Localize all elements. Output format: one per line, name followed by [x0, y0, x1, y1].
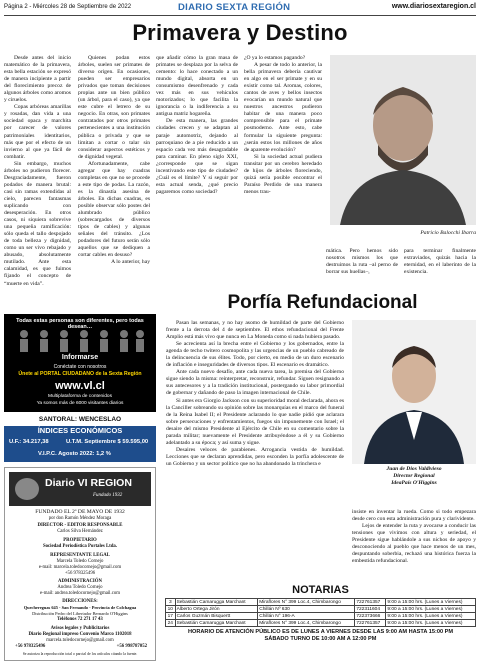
santoral: SANTORAL: WENCESLAO [38, 416, 122, 423]
notarias-title: NOTARIAS [292, 584, 349, 596]
paragraph: que añadir cómo la gran masa de primates se desplaza por la selva de cemento: lo hace conectado a un mundo digital, absorta en un consumismo desenfrenado y cada vez más en sus vehículos motorizados; lo que facilita la ignorancia o la indiferencia a su antigua matriz hogareña. [156, 55, 238, 118]
masthead-director: Carlos Silva Hernández [57, 529, 103, 534]
masthead-notices: Diario Regional impreso Convenio Marco 1102018 [28, 632, 132, 637]
masthead-phone: Teléfonos 72 271 17 43 [57, 617, 103, 622]
paragraph: Desaires veloces de parabienes. Arrogancia vestida de humildad. Lecciones que se declaran aprendidas, pero esconden la porfía adolescente de un Gobierno y un sector político que no ha abandonado la trinchera e [166, 446, 344, 467]
masthead-director-role: DIRECTOR - EDITOR RESPONSABLE [37, 523, 123, 528]
masthead-admin: Andrea Toledo Cornejo [57, 585, 103, 590]
masthead-sub: Fundado 1932 [93, 493, 123, 498]
table-cell: Carlos Guzmán Bisquertt [175, 613, 258, 620]
paragraph: Pasan las semanas, y no hay asomo de humildad de parte del Gobierno frente a la derrota del 4 de septiembre. El ethos refundacional del Frente Amplio está más vivo que nunca en La Moneda como si nada hubiera pasado. [166, 320, 344, 341]
masthead-logo [9, 472, 151, 506]
author-name: Juan de Dios Valdivieso [386, 466, 442, 472]
masthead-address-1: Quechereguas 645 - San Fernando - Provincia de Colchagua [23, 605, 137, 610]
masthead-rep-phone: +56 978325496 [64, 571, 96, 576]
masthead-box [4, 467, 156, 661]
masthead-dir-role: DIRECCIONES: [62, 599, 98, 604]
author-photo-balocchi [330, 55, 476, 225]
paragraph: mática. Pero hemos sido nosotros mismos los que destruimos la ruta –al perno de borrar sus huellas–, [326, 248, 398, 276]
paragraph: Si la sociedad actual pudiera transitar por un cerebro heredado de hijos de árboles floreciendo, quizá sería posible encontrar el Paraíso Perdido de una manera menos trau- [244, 153, 322, 195]
paragraph: ¿O ya lo estamos pagando? [244, 55, 306, 61]
author-photo-valdivieso [352, 320, 476, 464]
ad-line-1: Todas estas personas son diferentes, pero todas desean… [16, 318, 144, 330]
website-url[interactable]: www.diariosextaregion.cl [391, 3, 476, 10]
table-cell: 9:00 a 15:00 hrs. (Lunes a Viernes) [386, 599, 476, 606]
table-row [166, 599, 476, 606]
notarias-footer-2: SÁBADO TURNO DE 10:00 AM A 12:00 PM [264, 636, 377, 642]
masthead-disclaimer: Se autoriza la reproducción total o parcial de los artículos citando la fuente. [22, 652, 138, 656]
indicators-title: ÍNDICES ECONÓMICOS [4, 426, 156, 436]
masthead-notices-title: Avisos legales y Publicitarios [50, 626, 110, 631]
article2-title: Porfía Refundacional [227, 292, 418, 313]
ad-tagline: Multiplataforma de contenidos [48, 394, 112, 399]
table-row [166, 620, 476, 627]
indicator-ipc: V.I.P.C. Agosto 2022: 1,2 % [38, 451, 111, 457]
logo-emblem-icon [15, 478, 39, 500]
article1-column-1 [4, 55, 71, 288]
table-cell: 24 [166, 620, 176, 627]
author-signature [352, 466, 476, 487]
indicator-utm: U.T.M. Septiembre $ 59.595,00 [66, 439, 149, 445]
notarias-table [165, 598, 476, 627]
paragraph: Afortunadamente, cabe agregar que hay cuadras completas en que no se procede a este tipo de podas. La razón, es la dinastía asesina de árboles. En dichas cuadras, es posible observar sólo postes del alumbrado público (sobrecargados de diversos tipos de cables) y algunas señales del tránsito. ¿Los podadores del futuro serán sólo aquellos que se dediquen a cortar cables en desuso? [78, 160, 150, 259]
table-cell: Chillán N° 196-A [258, 613, 355, 620]
article1-title: Primavera y Destino [132, 20, 348, 45]
article1-column-2 [78, 55, 150, 266]
paragraph: Lejos de entender la ruta y avocarse a conducir las tensiones que vivimos con altura y seriedad, el Presidente sigue hablándole a sus nichos de apoyo y desconociendo al pueblo que hace menos de un mes, despuntando soberbia, rechazó una histórica fuerza la embestida refundacional. [352, 523, 476, 565]
notarias-section [165, 584, 476, 643]
paragraph: De esta manera, las grandes ciudades crecen y se adaptan al paraje automotriz, dejando al parroquiano de a pie reducido a un espacio cada vez más desagradable para caminar. En pleno siglo XXI, ¿corresponde que se sigan incentivando este tipo de ciudades? ¿Cuál es el límite? Y si seguir por esta actual senda, ¿qué precio pagaremos como sociedad? [156, 118, 238, 195]
paragraph: Se acrecienta así la brecha entre el Gobierno y los gobernados, entre la agenda de techo twitero cosmopolita y las urgencias de un pueblo cabreado de la delincuencia de sus élites. Todo, por cierto, en medio de un duro escenario de inflación e inseguridades de diversos tipos. El escenario es dramático. [166, 341, 344, 369]
ad-stats: Ya somos más de 6000 visitantes diarios [36, 401, 124, 406]
article1-column-4-cont [326, 248, 398, 276]
paragraph: Desde antes del inicio matemático de la primavera, esta bella estación se expresó de manera incipiente a partir del florecimiento precoz de algunos árboles como aromos y ciruelos. [4, 55, 71, 104]
paragraph: para terminar finalmente extraviados, quizás hacia la eternidad, en el laberinto de la existencia. [404, 248, 476, 276]
masthead-admin-email[interactable]: e-mail: andrea.toledocornejo@gmail.com [40, 591, 120, 596]
article1-column-4 [244, 55, 322, 196]
table-cell: 9:00 a 15:00 hrs. (Lunes a Viernes) [386, 620, 476, 627]
paragraph: A lo anterior, hay [111, 259, 150, 266]
table-cell: Sebastián Camarugga Marchant [175, 599, 258, 606]
table-cell: Miraflores N° 399 Loc.4, Chimbarongo [258, 620, 355, 627]
table-cell: 10 [166, 606, 176, 613]
table-cell: 722373666 [355, 613, 386, 620]
page-info: Página 2 - Miércoles 28 de Septiembre de 2022 [4, 4, 132, 10]
masthead-notices-email[interactable]: marcela.toledocornejo@gmail.com [46, 638, 114, 643]
page-header [0, 0, 480, 18]
indicator-uf: U.F.: 34.217,38 [9, 439, 49, 445]
table-cell: Chillán Nº 630 [258, 606, 355, 613]
table-cell: 17 [166, 613, 176, 620]
article1-column-3 [156, 55, 238, 196]
paragraph: insiste en inventar la rueda. Como si todo empezara desde cero con esta administración pura y clarividente. [352, 509, 476, 523]
author-role: Director Regional [393, 473, 435, 479]
masthead-address-2: Distribución Pedro del Libertador Bernardo O'Higgins [32, 611, 128, 616]
author-org: IdeaPaís O'Higgins [391, 480, 437, 486]
notarias-footer-1: HORARIO DE ATENCIÓN PÚBLICO ES DE LUNES A VIERNES DESDE LAS 9:00 AM HASTA 15:00 PM [187, 629, 454, 635]
table-cell: 722761357 [355, 599, 386, 606]
header-rule [4, 15, 476, 16]
masthead-founded: FUNDADO EL 2º DE MAYO DE 1932 [35, 509, 125, 515]
paragraph: Copas arbóreas amarillas y rosadas, dan vida a una sociedad opaca y marchita por carecer de valores patrimoniales identitarios, más que por el efecto de un invierno al que ya fácil de combatir. [4, 104, 71, 160]
portal-advertisement[interactable] [4, 314, 156, 412]
masthead-rep-email[interactable]: e-mail: marcela.toledocornejo@gmail.com [38, 565, 122, 570]
masthead-owner-role: PROPIETARIO [63, 538, 97, 543]
indicators-box [4, 436, 156, 462]
photo-caption: Patricio Balocchi Ibarra [420, 230, 476, 236]
ad-cta-1: Conéctate con nosotros [53, 364, 107, 370]
table-cell: 9:00 a 15:00 hrs. (Lunes a Viernes) [386, 613, 476, 620]
masthead-rep-role: REPRESENTANTE LEGAL [50, 553, 110, 558]
article2-column-1 [166, 320, 344, 468]
table-row [166, 613, 476, 620]
table-cell: Miraflores N° 399 Loc.4, Chimbarongo [258, 599, 355, 606]
newspaper-brand: DIARIO SEXTA REGIÓN [178, 2, 291, 13]
masthead-rep: Marcela Toledo Cornejo [56, 559, 104, 564]
masthead-brand: Diario VI REGION [45, 477, 132, 489]
ad-line-2: Informarse [61, 354, 99, 361]
article1-column-5 [404, 248, 476, 276]
table-row [166, 606, 476, 613]
masthead-phone-1: +56 978325496 [15, 644, 46, 649]
table-cell: 722311604 [355, 606, 386, 613]
ad-people-illustration [12, 328, 148, 352]
masthead-founder: por don Ramón Méndez Moraga [48, 516, 112, 521]
table-cell: Sebastián Camarugga Marchant [175, 620, 258, 627]
table-cell: Alberto Ortega Jirón [175, 606, 258, 613]
masthead-admin-role: ADMINISTRACIÓN [58, 579, 102, 584]
ad-website[interactable]: www.vl.cl [55, 380, 105, 392]
paragraph: Quienes podan estos árboles, suelen ser primates de diverso origen. En ocasiones, pueden ser empresarios privados que toman decisiones propias ante un bien público (un árbol, para el caso), ya que este cubre el letrero de su negocio. En otras, son primates contratados por otros primates pertenecientes a una institución pública o privada y que se limitan a cortar o talar sin considerar aspectos estéticos y de dignidad vegetal. [78, 55, 150, 160]
article2-column-2 [352, 509, 476, 565]
masthead-phone-2: +56 998787052 [116, 644, 147, 649]
paragraph: A pesar de todo lo anterior, la bella primavera debería cautivar en algo en el ser primate y en su existir como tal. Aromas, colores, cantos de aves y bellos insectos evocarían un mundo natural que nuestros ancestros pudieron habitar de una manera poco comprensible para el primate posmoderno. Ante esto, cabe formular la siguiente pregunta: ¿serán estos los millones de años de aparente evolución? [244, 62, 322, 153]
paragraph: Sin embargo, muchos árboles no pudieron florecer. Desgraciadamente, fueron podados de manera brutal: casi sin ramas extendidas al cielo, parecen fantasmas suplicando con desesperación. En otros casos, ni siquiera sobrevive una pequeña ramificación: sólo queda el tallo despojado de toda belleza y dignidad, como un ser vivo rebajado y abusado, absolutamente mutilado. Ante esta calamidad, es que fuimos fijando el concepto de “muerte en vida”. [4, 160, 71, 287]
table-cell: 722761357 [355, 620, 386, 627]
paragraph: Ante cada nuevo desafío, ante cada nueva tarea, la premisa del Gobierno sigue siendo la misma: reinterpretar, reconstruir, refundar. Siguen resignando a sus antecesores y a la tradición institucional, postergando su labor primordial de gobernar y dañando de paso la imagen internacional de Chile. [166, 369, 344, 397]
paragraph: Si antes era Giorgio Jackson con su superioridad moral declarada, ahora es la Canciller sobreando su opinión sobre las monarquías en el marco del funeral de la Reina Isabel II; el Presidente aclarando lo que nadie pidió que aclarara sobre persecuciones y enfrentamientos, fuegos sin impunemente con Israel; el desaire del mismo Presidente al Ejército de Chile en su comentario sobre la parada militar; nuevamente el Presidente atribuyéndose a él y su Gobierno adelantado a su época; y así suma y sigue. [166, 397, 344, 446]
table-cell: 3 [166, 599, 176, 606]
ad-cta-2: Únete al PORTAL CIUDADANO de la Sexta Región [18, 371, 142, 377]
table-cell: 9:00 a 15:00 hrs. (Lunes a Viernes) [386, 606, 476, 613]
masthead-owner: Sociedad Periodística Portales Ltda. [42, 544, 118, 549]
